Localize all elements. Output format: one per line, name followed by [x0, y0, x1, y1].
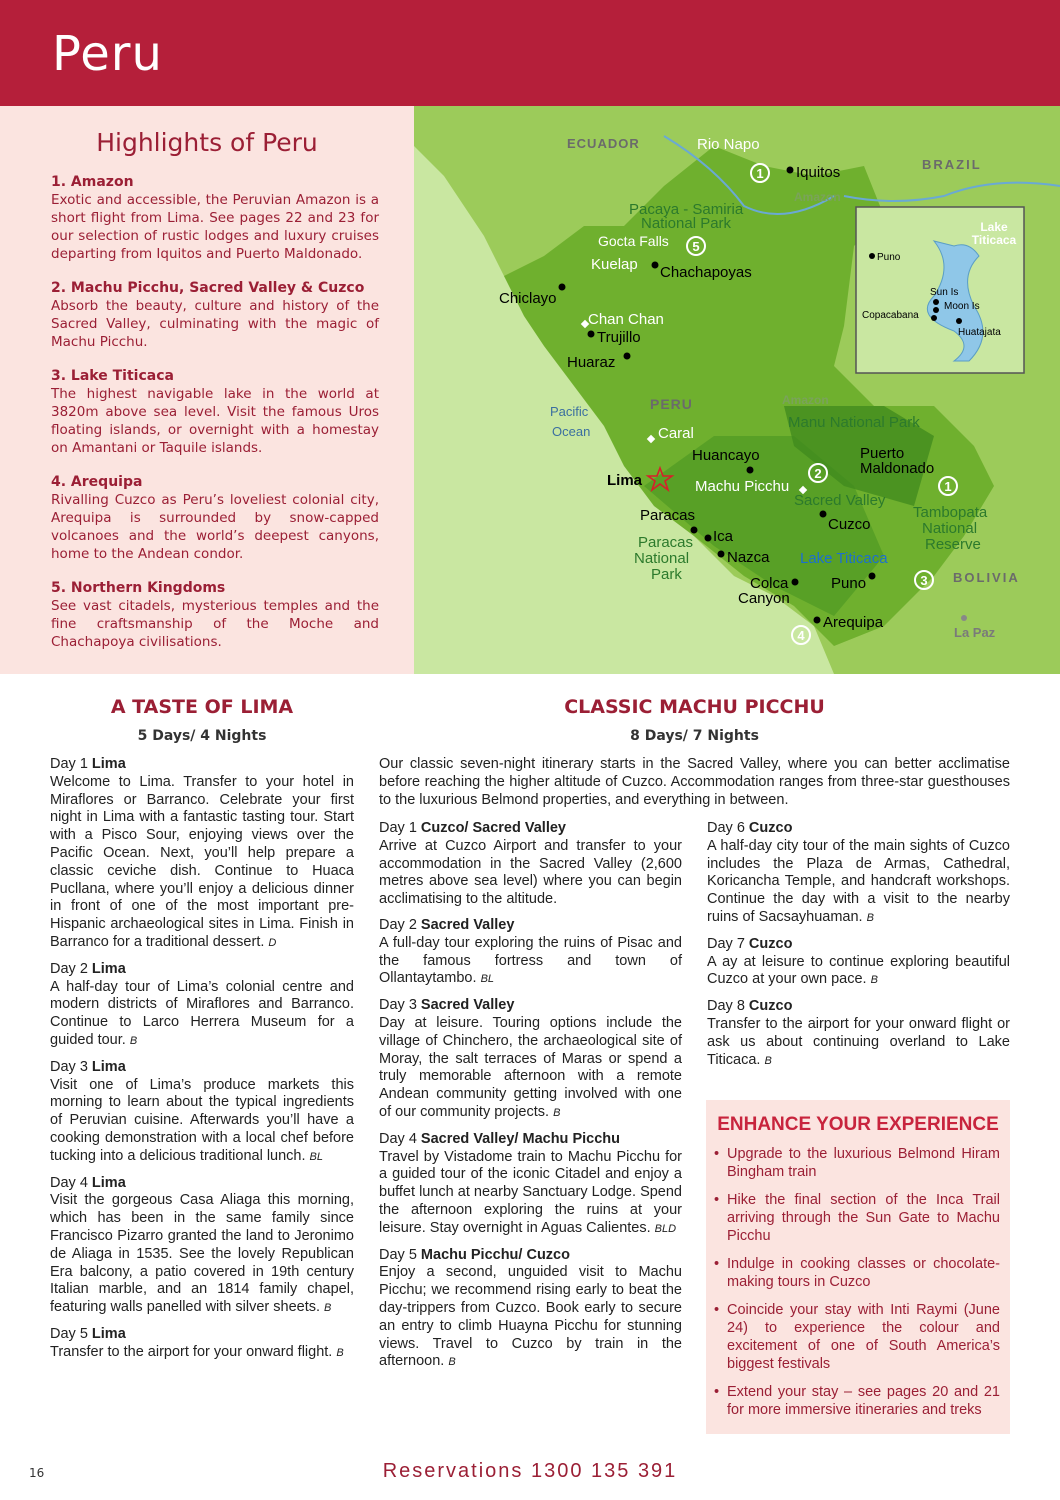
site-label: Rio Napo [697, 136, 760, 153]
site-label: National Park [641, 215, 732, 232]
river-label: Amazon [794, 190, 841, 204]
site-label: Colca [750, 575, 789, 592]
site-label: Tambopata [913, 504, 988, 521]
svg-text:3: 3 [920, 573, 928, 588]
enhance-title: ENHANCE YOUR EXPERIENCE [717, 1114, 999, 1135]
site-label: Kuelap [591, 256, 638, 273]
city-label: Cuzco [828, 516, 871, 533]
itinerary-day [50, 756, 354, 953]
inset-place: Puno [877, 252, 901, 263]
site-label: Machu Picchu [695, 478, 790, 495]
day-label: Day 5 [379, 1246, 417, 1263]
country-label: BOLIVIA [953, 570, 1020, 585]
city-dot [588, 331, 595, 338]
inset-title: Titicaca [971, 233, 1017, 247]
city-label: Puno [831, 575, 867, 592]
day-text: Enjoy a second, unguided visit to Machu Picchu; we recommend rising early to beat the day-trippers from Cuzco. Book early to secure an entry to climb Huayna Picchu for stunning views. Travel to Cuzco by train in the afternoon. [379, 1264, 682, 1370]
ocean-label: Pacific [550, 404, 589, 419]
city-label: Arequipa [823, 614, 884, 631]
site-label: Chan Chan [588, 311, 664, 328]
day-place: Machu Picchu/ Cuzco [420, 1246, 570, 1263]
page-header [0, 0, 1060, 106]
city-dot [747, 467, 754, 474]
highlight-item [51, 173, 379, 263]
day-place: Cuzco [748, 998, 793, 1015]
city-dot [559, 284, 566, 291]
highlight-text: The highest navigable lake in the world at 3820m above sea level. Visit the famous Uros floating islands, or overnight with a homestay on Amantani or Taquile islands. [51, 386, 379, 456]
day-text: A half-day city tour of the main sights of Cuzco includes the Plaza de Armas, Cathedral, Koricancha Temple, and handcraft workshops. Continue the day with a visit to the nearby ruins of Sacsayhuaman. [707, 837, 1010, 925]
enhance-list [714, 1145, 1000, 1429]
city-label: La Paz [954, 625, 996, 640]
city-dot [624, 353, 631, 360]
city-dot [814, 617, 821, 624]
city-dot [961, 615, 967, 621]
highlight-heading: 5. Northern Kingdoms [51, 580, 226, 596]
meal-code: B [129, 1034, 138, 1047]
site-label: Reserve [925, 536, 981, 553]
highlight-text: Exotic and accessible, the Peruvian Amazon is a short flight from Lima. See pages 22 and 23 for our selection of rustic lodges and luxury cruises departing from Iquitos and Puerto Maldonado. [51, 192, 379, 262]
day-place: Cuzco [748, 820, 793, 836]
day-text: Welcome to Lima. Transfer to your hotel in Miraflores or Barranco. Celebrate your first night in Lima with a fantastic tasting tour. Start with a Pisco Sour, enjoying views over the Pacific Ocean. Next, you’ll help prepare a classic ceviche dish. Continue to Huaca Pucllana, where you’ll enjoy a delicious dinner in front of one of the most important pre-Hispanic archaeological sites in Lima. Finish in Barranco for a traditional dessert. [50, 773, 354, 950]
country-label: BRAZIL [922, 157, 982, 172]
day-text: Visit the gorgeous Casa Aliaga this morning, which has been in the same family since Francisco Pizarro granted the land to Jeronimo de Aliaga in 1535. See the lovely Republican Era balcony, a patio covered in 19th century Italian marble, and an 1814 family chapel, featuring walls panelled with silver sheets. [50, 1192, 354, 1316]
highlights-title: Highlights of Peru [96, 128, 318, 157]
city-dot [956, 318, 962, 324]
city-dot [869, 573, 876, 580]
reservations-phone: Reservations 1300 135 391 [382, 1460, 678, 1482]
site-label: National [634, 550, 690, 567]
inset-place: Copacabana [862, 310, 919, 321]
city-dot [931, 315, 937, 321]
enhance-item: • Indulge in cooking classes or chocolate-making tours in Cuzco [714, 1255, 1000, 1291]
machu-itinerary-right [707, 820, 1010, 1078]
site-label: Lake Titicaca [800, 550, 888, 567]
city-dot [933, 299, 939, 305]
inset-place: Sun Is [930, 287, 959, 298]
svg-text:1: 1 [944, 479, 952, 494]
ocean-label: Ocean [552, 424, 591, 439]
day-label: Day 4 [379, 1130, 417, 1147]
lima-subtitle: 5 Days/ 4 Nights [137, 728, 267, 744]
city-label: Paracas [640, 507, 696, 524]
meal-code: B [866, 911, 874, 924]
itinerary-day [379, 1247, 682, 1373]
itinerary-day [379, 917, 682, 989]
day-label: Day 3 [379, 997, 417, 1014]
meal-code: B [553, 1106, 561, 1119]
day-text: Visit one of Lima’s produce markets this morning to learn about the typical ingredients of Peruvian cuisine. Afterwards you’ll have a cooking demonstration with a local chef before tucking into a delicious traditional lunch. [50, 1076, 354, 1164]
city-label: Ica [713, 528, 734, 545]
site-label: Canyon [738, 590, 790, 607]
itinerary-day [50, 1326, 354, 1363]
highlight-text: Rivalling Cuzco as Peru’s loveliest colonial city, Arequipa is surrounded by snow-capped volcanoes and the world’s deepest canyons, home to the Andean condor. [51, 492, 379, 562]
day-place: Sacred Valley [420, 916, 515, 933]
day-place: Sacred Valley/ Machu Picchu [420, 1130, 620, 1147]
machu-intro: Our classic seven-night itinerary starts in the Sacred Valley, where you can better acclimatise before reaching the higher altitude of Cuzco. Accommodation ranges from three-star guesthouses to the luxurious Belmond properties, and everything in between. [379, 756, 1010, 808]
enhance-item: • Upgrade to the luxurious Belmond Hiram Bingham train [714, 1145, 1000, 1181]
highlight-item [51, 579, 379, 651]
city-label: Chiclayo [499, 290, 557, 307]
enhance-item: • Coincide your stay with Inti Raymi (June 24) to experience the colour and excitement of one of South America’s biggest festivals [714, 1301, 1000, 1373]
city-label: Huaraz [567, 354, 616, 371]
meal-code: B [764, 1054, 772, 1067]
day-text: A full-day tour exploring the ruins of Pisac and the famous fortress and town of Ollantaytambo. [379, 934, 682, 987]
river-label: Amazon [782, 393, 829, 407]
day-place: Lima [91, 1325, 126, 1342]
itinerary-day [707, 998, 1010, 1070]
day-label: Day 6 [707, 820, 745, 836]
day-label: Day 4 [50, 1174, 88, 1191]
day-text: A half-day tour of Lima’s colonial centre and modern districts of Miraflores and Barranco. Continue to Larco Herrera Museum for a guided tour. [50, 978, 354, 1048]
svg-text:4: 4 [797, 628, 805, 643]
meal-code: B [336, 1346, 344, 1359]
city-dot [718, 551, 725, 558]
highlight-text: Absorb the beauty, culture and history of the Sacred Valley, culminating with the magic of Machu Picchu. [51, 298, 379, 350]
site-label: Sacred Valley [794, 492, 886, 509]
meal-code: BL [309, 1150, 324, 1163]
svg-text:2: 2 [814, 466, 822, 481]
highlight-heading: 1. Amazon [51, 174, 134, 190]
svg-text:1: 1 [756, 166, 764, 181]
day-label: Day 2 [379, 916, 417, 933]
lima-itinerary [50, 756, 354, 1371]
svg-text:5: 5 [692, 239, 700, 254]
enhance-item: • Extend your stay – see pages 20 and 21 for more immersive itineraries and treks [714, 1383, 1000, 1419]
highlight-heading: 2. Machu Picchu, Sacred Valley & Cuzco [51, 280, 365, 296]
day-label: Day 1 [50, 756, 88, 772]
lima-title: A TASTE OF LIMA [110, 696, 294, 718]
country-label: PERU [650, 396, 693, 412]
highlight-heading: 4. Arequipa [51, 474, 143, 490]
day-place: Lima [91, 960, 126, 977]
city-label: Iquitos [796, 164, 841, 181]
site-label: Maldonado [860, 460, 935, 477]
itinerary-day [50, 1059, 354, 1167]
enhance-box [706, 1100, 1010, 1434]
itinerary-day [379, 997, 682, 1123]
day-text: Travel by Vistadome train to Machu Picchu for a guided tour of the iconic Citadel and enjoy a buffet lunch at nearby Sanctuary Lodge. Spend the afternoon exploring the ruins at your leisure. Stay overnight in Aguas Calientes. [379, 1148, 682, 1236]
highlight-item [51, 279, 379, 351]
meal-code: D [268, 936, 277, 949]
city-dot [792, 579, 799, 586]
highlight-text: See vast citadels, mysterious temples and the fine craftsmanship of the Moche and Chachapoya civilisations. [51, 598, 379, 650]
site-label: National [922, 520, 978, 537]
day-label: Day 5 [50, 1325, 88, 1342]
meal-code: B [448, 1356, 456, 1369]
machu-title: CLASSIC MACHU PICCHU [564, 696, 825, 718]
city-dot [705, 535, 712, 542]
meal-code: B [324, 1302, 332, 1315]
city-dot [869, 253, 875, 259]
day-text: Arrive at Cuzco Airport and transfer to your accommodation in the Sacred Valley (2,600 metres above sea level) where you can begin acclimatising to the altitude. [379, 837, 682, 908]
machu-itinerary-left [379, 820, 682, 1380]
site-label: Gocta Falls [598, 233, 669, 249]
site-label: Paracas [638, 534, 694, 551]
highlight-item [51, 473, 379, 563]
itinerary-day [50, 1175, 354, 1318]
site-label: Manu National Park [788, 414, 920, 431]
inset-map [856, 207, 1024, 373]
meal-code: B [870, 974, 878, 987]
city-label: Huancayo [692, 447, 760, 464]
city-label: Nazca [727, 549, 770, 566]
site-label: Park [651, 566, 682, 583]
page-title: Peru [52, 26, 163, 82]
day-label: Day 8 [707, 998, 745, 1015]
day-text: Transfer to the airport for your onward flight or ask us about continuing overland to Lake Titicaca. [707, 1015, 1010, 1068]
site-label: Pacaya - Samiria [629, 201, 744, 218]
day-label: Day 2 [50, 960, 88, 977]
city-label: Lima [607, 472, 643, 489]
city-label: Trujillo [597, 329, 641, 346]
inset-place: Huatajata [958, 327, 1001, 338]
itinerary-day [707, 820, 1010, 928]
city-dot [787, 167, 794, 174]
day-label: Day 3 [50, 1058, 88, 1075]
itinerary-day [379, 820, 682, 909]
meal-code: BLD [654, 1222, 677, 1235]
day-label: Day 7 [707, 935, 745, 952]
city-label: Chachapoyas [660, 264, 752, 281]
day-place: Lima [91, 1174, 126, 1191]
page-number: 16 [29, 1466, 45, 1480]
enhance-item: • Hike the final section of the Inca Trail arriving through the Sun Gate to Machu Picchu [714, 1191, 1000, 1245]
itinerary-day [379, 1131, 682, 1239]
site-label: Caral [658, 425, 694, 442]
machu-subtitle: 8 Days/ 7 Nights [630, 728, 759, 744]
peru-map [414, 106, 1060, 674]
city-dot [820, 511, 827, 518]
day-place: Lima [91, 1058, 126, 1075]
itinerary-day [50, 961, 354, 1051]
highlight-heading: 3. Lake Titicaca [51, 368, 174, 384]
day-place: Cuzco [748, 935, 793, 952]
day-place: Cuzco/ Sacred Valley [420, 820, 566, 836]
day-text: Day at leisure. Touring options include the village of Chinchero, the archaeological site of Moray, the salt terraces of Maras or spend a truly memorable afternoon with a remote Andean community getting involved with one of our community projects. [379, 1014, 682, 1120]
inset-title: Lake [980, 220, 1008, 234]
inset-place: Moon Is [944, 301, 980, 312]
itinerary-day [707, 936, 1010, 990]
city-dot [933, 307, 939, 313]
highlight-item [51, 367, 379, 457]
meal-code: BL [480, 973, 495, 986]
day-text: Transfer to the airport for your onward flight. [50, 1343, 333, 1360]
highlights-list [51, 173, 379, 667]
day-label: Day 1 [379, 820, 417, 836]
country-label: ECUADOR [567, 136, 640, 151]
city-dot [652, 262, 659, 269]
day-place: Lima [91, 756, 126, 772]
day-place: Sacred Valley [420, 997, 515, 1014]
day-text: A ay at leisure to continue exploring beautiful Cuzco at your own pace. [707, 953, 1010, 988]
city-dot [691, 527, 698, 534]
site-label: Puerto [860, 445, 905, 462]
